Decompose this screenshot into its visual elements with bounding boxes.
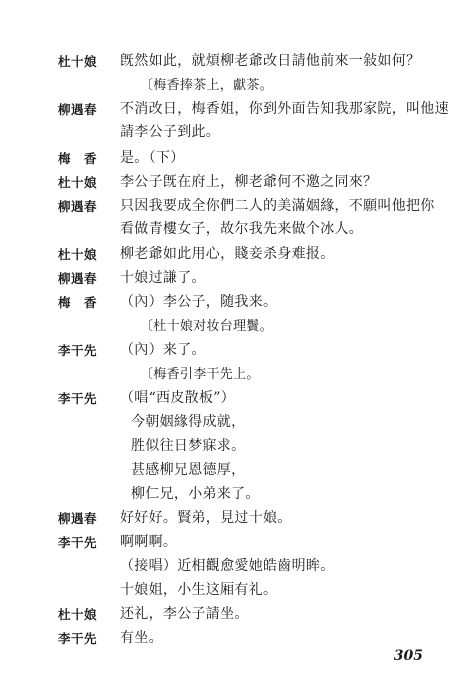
dialogue-text: 李公子旣在府上，柳老爺何不邀之同來？	[120, 174, 378, 190]
dialogue-text: 十娘过謙了。	[120, 270, 206, 286]
continuation-line	[0, 218, 471, 240]
verse-line	[0, 411, 471, 433]
dialogue-line	[0, 50, 471, 72]
dialogue-continuation-text: （接唱）近相觀愈愛她皓齒明眸。	[120, 558, 335, 574]
dialogue-text: 不消改日，梅香姐，你到外面告知我那家院，叫他速	[120, 101, 449, 117]
dialogue-text: 旣然如此，就煩柳老爺改日請他前來一敍如何？	[120, 53, 421, 69]
dialogue-line	[0, 243, 471, 265]
dialogue-text: 是。（下）	[120, 150, 185, 166]
dialogue-text: （內）来了。	[120, 342, 206, 358]
verse-line	[0, 435, 471, 457]
speaker-name: 柳遇春	[58, 271, 98, 286]
verse-line	[0, 459, 471, 481]
dialogue-text: 有坐。	[120, 630, 163, 646]
dialogue-line	[0, 603, 471, 625]
verse-text: 甚感柳兄恩德厚，	[131, 462, 246, 478]
dialogue-line	[0, 195, 471, 217]
dialogue-line	[0, 267, 471, 289]
page-number: 305	[393, 648, 423, 664]
dialogue-line	[0, 171, 471, 193]
dialogue-line	[0, 147, 471, 169]
speaker-name: 李干先	[58, 631, 98, 646]
dialogue-text: 柳老爺如此用心，賤妾杀身难报。	[120, 246, 335, 262]
speaker-name: 梅 香	[58, 151, 98, 166]
dialogue-text: 还礼，李公子請坐。	[120, 606, 249, 622]
stage-direction-text: 〔杜十娘对妆台理鬢。	[140, 319, 274, 334]
continuation-line	[0, 579, 471, 601]
speaker-name: 李干先	[58, 343, 98, 358]
speaker-name: 柳遇春	[58, 199, 98, 214]
dialogue-line	[0, 531, 471, 553]
dialogue-text: （唱“西皮散板”）	[120, 390, 236, 406]
speaker-name: 杜十娘	[58, 607, 98, 622]
dialogue-text: 只因我要成全你們二人的美滿姻緣，不願叫他把你	[120, 198, 435, 214]
speaker-name: 杜十娘	[58, 247, 98, 262]
dialogue-text: 好好好。賢弟，見过十娘。	[120, 510, 292, 526]
speaker-name: 梅 香	[58, 295, 98, 310]
dialogue-continuation-text: 請李公子到此。	[120, 124, 221, 140]
dialogue-line	[0, 627, 471, 649]
speaker-name: 杜十娘	[58, 54, 98, 69]
dialogue-line	[0, 507, 471, 529]
stage-direction-line	[0, 315, 471, 337]
dialogue-continuation-text: 看做青樓女子，故尔我先来做个冰人。	[120, 221, 364, 237]
speaker-name: 李干先	[58, 391, 98, 406]
dialogue-continuation-text: 十娘姐，小生这厢有礼。	[120, 582, 278, 598]
continuation-line	[0, 121, 471, 143]
verse-text: 今朝姻緣得成就，	[131, 414, 246, 430]
speaker-name: 李干先	[58, 535, 98, 550]
continuation-line	[0, 555, 471, 577]
dialogue-line	[0, 98, 471, 120]
dialogue-text: 啊啊啊。	[120, 534, 178, 550]
dialogue-line	[0, 387, 471, 409]
stage-direction-text: 〔梅香捧茶上，獻茶。	[140, 78, 274, 93]
stage-direction-line	[0, 74, 471, 96]
dialogue-line	[0, 339, 471, 361]
stage-direction-text: 〔梅香引李干先上。	[140, 367, 260, 382]
dialogue-line	[0, 291, 471, 313]
speaker-name: 杜十娘	[58, 175, 98, 190]
dialogue-text: （內）李公子，随我来。	[120, 294, 278, 310]
verse-line	[0, 483, 471, 505]
verse-text: 柳仁兄，小弟来了。	[131, 486, 260, 502]
speaker-name: 柳遇春	[58, 511, 98, 526]
speaker-name: 柳遇春	[58, 102, 98, 117]
stage-direction-line	[0, 363, 471, 385]
verse-text: 胜似往日梦寐求。	[131, 438, 246, 454]
